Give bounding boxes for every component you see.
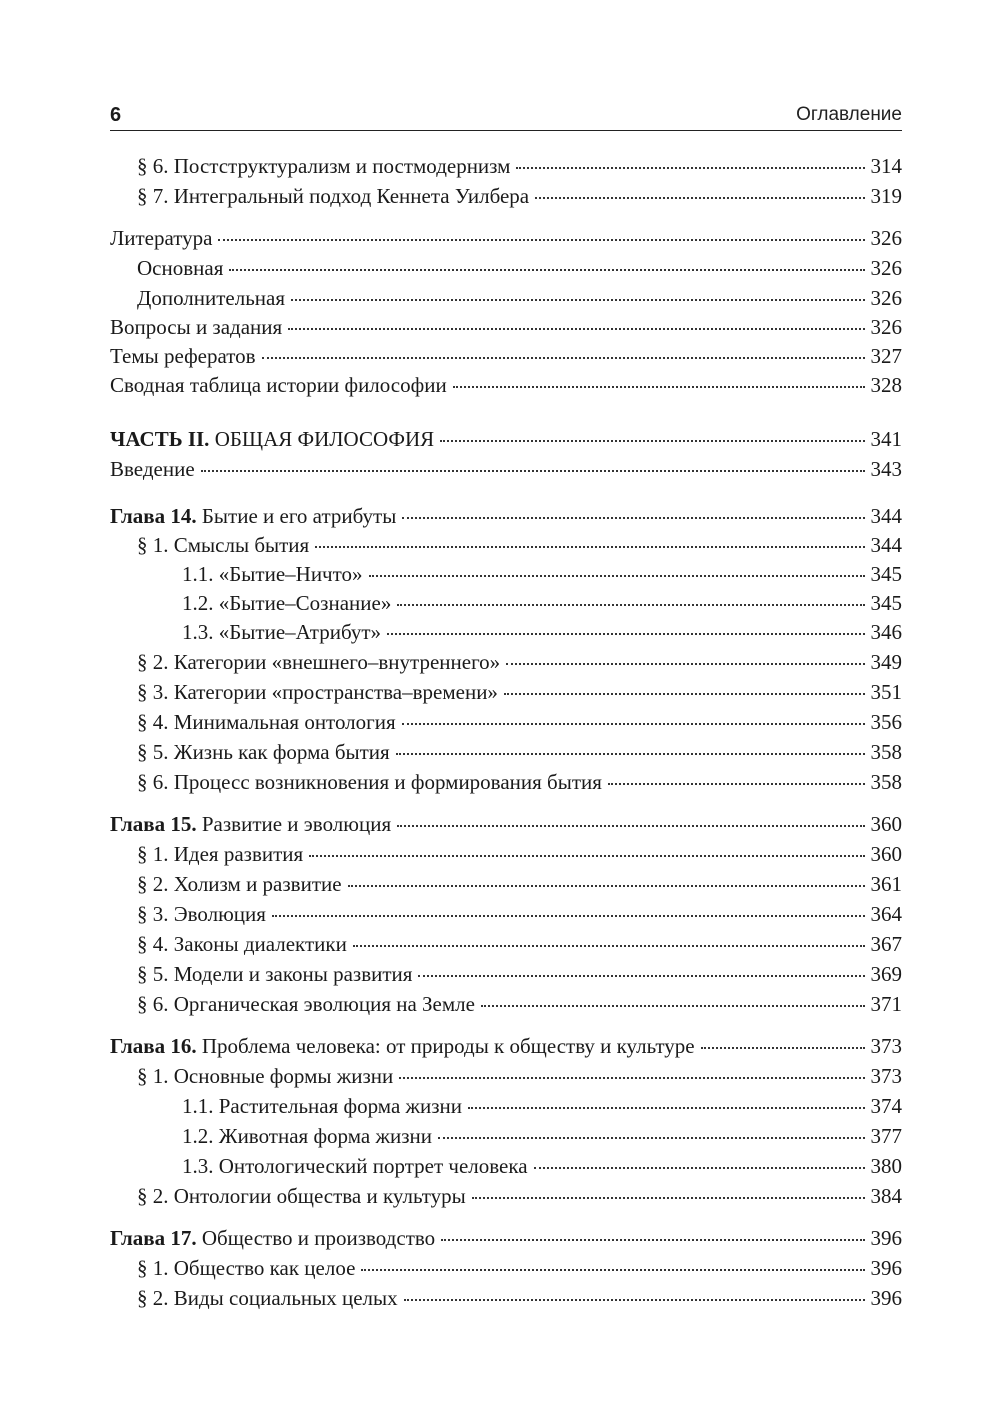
toc-entry[interactable] xyxy=(110,869,902,899)
toc-entry[interactable] xyxy=(110,929,902,959)
dot-leader xyxy=(399,1075,864,1079)
toc-page-number: 326 xyxy=(870,256,902,280)
dot-leader xyxy=(361,1267,864,1271)
toc-entry-text: Проблема человека: от природы к обществу и культуре xyxy=(196,1034,695,1058)
toc-page-number: 358 xyxy=(870,770,902,794)
toc-entry[interactable] xyxy=(110,899,902,929)
dot-leader xyxy=(440,438,864,442)
toc-entry-title xyxy=(137,647,500,677)
toc-entry-title xyxy=(137,151,510,181)
toc-page-number: 319 xyxy=(870,184,902,208)
toc-page-number: 361 xyxy=(870,872,902,896)
toc-entry-title xyxy=(182,1091,462,1121)
dot-leader xyxy=(441,1237,864,1241)
dot-leader xyxy=(397,823,864,827)
dot-leader xyxy=(504,691,865,695)
toc-entry[interactable] xyxy=(110,1181,902,1211)
toc-page-number: 367 xyxy=(870,932,902,956)
toc-page-number: 396 xyxy=(870,1226,902,1250)
toc-entry-text: § 7. Интегральный подход Кеннета Уилбера xyxy=(137,184,530,208)
toc-entry[interactable] xyxy=(110,342,902,371)
toc-page-number: 356 xyxy=(870,710,902,734)
toc-page-number: 377 xyxy=(870,1124,902,1148)
running-header xyxy=(110,100,902,131)
toc-entry-title xyxy=(137,707,396,737)
toc-entry[interactable] xyxy=(110,1091,902,1121)
toc-entry-text: Основная xyxy=(137,256,224,280)
toc-entry[interactable] xyxy=(110,1151,902,1181)
toc-entry-label: Глава 15. xyxy=(110,812,197,836)
dot-leader xyxy=(506,661,864,665)
toc-entry-title xyxy=(182,560,363,589)
dot-leader xyxy=(348,883,865,887)
toc-entry-text: § 2. Холизм и развитие xyxy=(137,872,342,896)
dot-leader xyxy=(438,1135,865,1139)
toc-entry-title xyxy=(137,767,602,797)
toc-page-number: 374 xyxy=(870,1094,902,1118)
toc-entry-label: Глава 16. xyxy=(110,1034,197,1058)
toc-entry-text: § 6. Постструктурализм и постмодернизм xyxy=(137,154,511,178)
toc-entry-text: § 1. Основные формы жизни xyxy=(137,1064,394,1088)
toc-entry-text: Вопросы и задания xyxy=(110,315,283,339)
toc-entry[interactable] xyxy=(110,809,902,839)
dot-leader xyxy=(418,973,864,977)
toc-entry[interactable] xyxy=(110,560,902,589)
dot-leader xyxy=(516,165,864,169)
dot-leader xyxy=(288,326,864,330)
toc-entry-text: Развитие и эволюция xyxy=(196,812,392,836)
toc-page-number: 341 xyxy=(870,427,902,451)
toc-entry-text: § 1. Идея развития xyxy=(137,842,304,866)
toc-entry-text: § 2. Категории «внешнего–внутреннего» xyxy=(137,650,501,674)
toc-page-number: 351 xyxy=(870,680,902,704)
toc-entry-title xyxy=(110,342,256,371)
toc-entry-text: § 3. Категории «пространства–времени» xyxy=(137,680,498,704)
dot-leader xyxy=(468,1105,864,1109)
toc-entry-title xyxy=(110,501,396,531)
toc-entry-title xyxy=(137,959,412,989)
toc-entry-text: § 1. Общество как целое xyxy=(137,1256,356,1280)
toc-entry-title xyxy=(137,253,223,283)
dot-leader xyxy=(404,1297,865,1301)
toc-entry-text: 1.2. Животная форма жизни xyxy=(182,1124,432,1148)
toc-entry[interactable] xyxy=(110,959,902,989)
toc-entry[interactable] xyxy=(110,647,902,677)
toc-page-number: 360 xyxy=(870,812,902,836)
toc-entry-text: Дополнительная xyxy=(137,286,286,310)
toc-entry[interactable] xyxy=(110,1223,902,1253)
toc-entry-text: Бытие и его атрибуты xyxy=(196,504,397,528)
toc-entry-text: Темы рефератов xyxy=(110,344,256,368)
toc-entry-text: § 2. Виды социальных целых xyxy=(137,1286,398,1310)
toc-entry-title xyxy=(182,589,391,618)
toc-entry-title xyxy=(137,677,498,707)
dot-leader xyxy=(397,602,864,606)
toc-entry-title xyxy=(137,1061,393,1091)
toc-page-number: 344 xyxy=(870,504,902,528)
toc-page-number: 326 xyxy=(870,226,902,250)
toc-entry-title xyxy=(137,181,529,211)
toc-page-number: 327 xyxy=(870,344,902,368)
toc-entry-title xyxy=(110,809,391,839)
toc-page-number: 384 xyxy=(870,1184,902,1208)
toc-entry-title xyxy=(137,869,342,899)
dot-leader xyxy=(369,573,865,577)
dot-leader xyxy=(262,355,865,359)
toc-entry-text: Введение xyxy=(110,457,195,481)
toc-entry-title xyxy=(137,839,303,869)
toc-entry-title xyxy=(182,1121,432,1151)
toc-entry-text: § 5. Модели и законы развития xyxy=(137,962,413,986)
toc-entry[interactable] xyxy=(110,253,902,283)
dot-leader xyxy=(315,544,864,548)
toc-entry-text: 1.1. Растительная форма жизни xyxy=(182,1094,463,1118)
dot-leader xyxy=(353,943,865,947)
toc-entry[interactable] xyxy=(110,313,902,342)
toc-entry-text: 1.1. «Бытие–Ничто» xyxy=(182,562,363,586)
toc-entry-title xyxy=(137,531,309,560)
dot-leader xyxy=(387,631,864,635)
toc-entry-title xyxy=(182,618,381,647)
toc-page-number: 349 xyxy=(870,650,902,674)
toc-entry[interactable] xyxy=(110,151,902,181)
toc-entry-title xyxy=(137,283,285,313)
toc-entry-title xyxy=(110,1223,435,1253)
toc-page-number: 360 xyxy=(870,842,902,866)
page-number: 6 xyxy=(110,104,122,126)
dot-leader xyxy=(535,195,864,199)
toc-entry[interactable] xyxy=(110,589,902,618)
toc-entry[interactable] xyxy=(110,767,902,797)
toc-entry[interactable] xyxy=(110,839,902,869)
toc-page-number: 343 xyxy=(870,457,902,481)
toc-entry-title xyxy=(110,1031,695,1061)
toc-entry[interactable] xyxy=(110,1283,902,1313)
toc-entry-title xyxy=(137,989,475,1019)
toc-entry-text: Литература xyxy=(110,226,213,250)
toc-entry[interactable] xyxy=(110,1121,902,1151)
toc-entry[interactable] xyxy=(110,618,902,647)
toc-entry-title xyxy=(137,737,390,767)
dot-leader xyxy=(402,515,864,519)
dot-leader xyxy=(396,751,865,755)
toc-page-number: 373 xyxy=(870,1034,902,1058)
toc-page-number: 326 xyxy=(870,315,902,339)
toc-entry[interactable] xyxy=(110,1031,902,1061)
dot-leader xyxy=(608,781,865,785)
dot-leader xyxy=(472,1195,865,1199)
toc-entry[interactable] xyxy=(110,531,902,560)
dot-leader xyxy=(291,297,864,301)
toc-entry-title xyxy=(182,1151,528,1181)
dot-leader xyxy=(229,267,864,271)
toc-entry-title xyxy=(137,1253,355,1283)
toc-entry-text: § 6. Процесс возникновения и формирования бытия xyxy=(137,770,602,794)
toc-entry-text: § 3. Эволюция xyxy=(137,902,266,926)
dot-leader xyxy=(201,468,865,472)
toc-entry-text: 1.3. «Бытие–Атрибут» xyxy=(182,620,382,644)
toc-page-number: 345 xyxy=(870,562,902,586)
toc-page-number: 369 xyxy=(870,962,902,986)
dot-leader xyxy=(453,384,865,388)
toc-page-number: 358 xyxy=(870,740,902,764)
dot-leader xyxy=(309,853,864,857)
toc-entry-title xyxy=(137,929,347,959)
toc-entry-title xyxy=(137,899,266,929)
toc-entry-label: ЧАСТЬ II. xyxy=(110,427,210,451)
toc-entry-text: Сводная таблица истории философии xyxy=(110,373,447,397)
dot-leader xyxy=(272,913,865,917)
dot-leader xyxy=(701,1045,865,1049)
toc-entry-text: Общество и производство xyxy=(196,1226,436,1250)
toc-entry[interactable] xyxy=(110,737,902,767)
toc-entry[interactable] xyxy=(110,181,902,211)
toc-entry[interactable] xyxy=(110,283,902,313)
toc-entry[interactable] xyxy=(110,223,902,253)
toc-page-number: 328 xyxy=(870,373,902,397)
dot-leader xyxy=(218,237,864,241)
toc-page-number: 344 xyxy=(870,533,902,557)
toc-entry-title xyxy=(137,1283,398,1313)
toc-entry-text: 1.2. «Бытие–Сознание» xyxy=(182,591,392,615)
toc-entry[interactable] xyxy=(110,501,902,531)
toc-page-number: 326 xyxy=(870,286,902,310)
toc-entry[interactable] xyxy=(110,707,902,737)
toc-entry-text: ОБЩАЯ ФИЛОСОФИЯ xyxy=(209,427,435,451)
toc-entry-title xyxy=(110,454,195,484)
toc-entry-text: § 6. Органическая эволюция на Земле xyxy=(137,992,475,1016)
toc-entry[interactable] xyxy=(110,424,902,454)
toc-entry-text: § 4. Минимальная онтология xyxy=(137,710,396,734)
toc-page-number: 396 xyxy=(870,1286,902,1310)
toc-entry-text: § 5. Жизнь как форма бытия xyxy=(137,740,390,764)
toc-entry-label: Глава 17. xyxy=(110,1226,197,1250)
toc-entry[interactable] xyxy=(110,677,902,707)
dot-leader xyxy=(481,1003,865,1007)
toc-entry-label: Глава 14. xyxy=(110,504,197,528)
toc-entry-text: § 4. Законы диалектики xyxy=(137,932,347,956)
toc-entry-title xyxy=(110,424,434,454)
toc-entry-title xyxy=(137,1181,466,1211)
toc-entry[interactable] xyxy=(110,1061,902,1091)
toc-entry-text: 1.3. Онтологический портрет человека xyxy=(182,1154,528,1178)
dot-leader xyxy=(534,1165,865,1169)
dot-leader xyxy=(402,721,865,725)
toc-page-number: 346 xyxy=(870,620,902,644)
toc-page-number: 380 xyxy=(870,1154,902,1178)
toc-entry-title xyxy=(110,223,212,253)
toc-entry[interactable] xyxy=(110,454,902,484)
toc-page-number: 345 xyxy=(870,591,902,615)
table-of-contents xyxy=(110,151,902,1313)
toc-page-number: 373 xyxy=(870,1064,902,1088)
toc-entry[interactable] xyxy=(110,989,902,1019)
toc-entry-text: § 1. Смыслы бытия xyxy=(137,533,310,557)
toc-entry-text: § 2. Онтологии общества и культуры xyxy=(137,1184,466,1208)
toc-page-number: 396 xyxy=(870,1256,902,1280)
toc-entry[interactable] xyxy=(110,371,902,400)
toc-page-number: 371 xyxy=(870,992,902,1016)
toc-entry-title xyxy=(110,313,282,342)
toc-page-number: 364 xyxy=(870,902,902,926)
running-title: Оглавление xyxy=(796,104,902,125)
toc-page-number: 314 xyxy=(870,154,902,178)
toc-entry[interactable] xyxy=(110,1253,902,1283)
toc-entry-title xyxy=(110,371,447,400)
